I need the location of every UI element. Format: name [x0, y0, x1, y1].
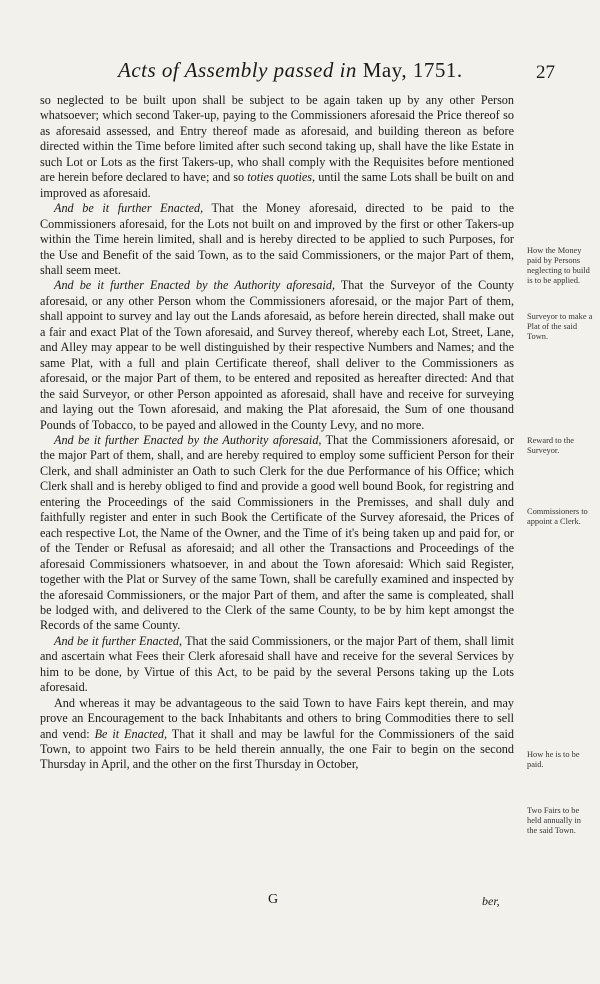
running-title-italic: Acts of Assembly passed in: [118, 58, 357, 82]
catchword: ber,: [482, 894, 500, 908]
running-title-date: May, 1751.: [362, 58, 463, 82]
running-title: [118, 58, 498, 83]
margin-note-clerk: Commissioners to appoint a Clerk.: [527, 507, 588, 526]
running-header: [0, 52, 600, 88]
paragraph-5: And be it further Enacted, That the said Commissioners, or the major Part of them, shall limit and ascertain what Fees their Clerk aforesaid shall have and receive for the several Services by him to be done, by Virtue of this Act, to be paid by the several Persons taking up the Lots aforesaid.: [40, 633, 514, 695]
page-number: 27: [536, 62, 555, 83]
paragraph-4: And be it further Enacted by the Authority aforesaid, That the Commissioners aforesaid, or the major Part of them, shall, and are hereby required to employ some sufficient Person for their Clerk, and shall administer an Oath to such Clerk for the due Performance of his Office; which Clerk shall and is hereby obliged to find and provide a good well bound Book, for registring and entering the Proceedings of the said Commissioners in the Premisses, and shall duly and faithfully register and enter in such Book the Certificate of the Survey aforesaid, the Prices of each respective Lot, the Name of the Owner, and the Time of it's being taken up and paid for, or of the Tender or Refusal as aforesaid; and all other the Transactions and Proceedings of the aforesaid Commissioners whatsoever, in and about the Town aforesaid: Which said Register, together with the Plat or Survey of the same Town, shall be carefully examined and inspected by the aforesaid Commissioners, or the major Part of them, and after the same is compleated, shall be lodged with, and delivered to the Clerk of the same County, to be by him kept amongst the Records of the same County.: [40, 432, 514, 633]
signature-mark: G: [268, 892, 279, 907]
paragraph-3: And be it further Enacted by the Authority aforesaid, That the Surveyor of the County aforesaid, or any other Person whom the Commissioners aforesaid, or the major Part of them, shall appoint to survey and lay out the Lands aforesaid, as before herein directed, shall make out a fair and exact Plat of the Town aforesaid, and Survey thereof, whereby each Lot, Street, Lane, and Alley may appear to be well distinguished by their respective Numbers and Names; and the same Plat, with a full and plain Certificate thereof, shall deliver to the Commissioners as aforesaid, or the major Part of them, to be entered and reposited as hereafter directed: And that the said Surveyor, or other Person appointed as aforesaid, shall have and receive for surveying and laying out the Town aforesaid, and making the Plat aforesaid, the Sum of one thousand Pounds of Tobacco, to be payed and allowed in the County Levy, and no more.: [40, 278, 514, 432]
margin-note-clerk-pay: How he is to be paid.: [527, 750, 580, 769]
paragraph-2: And be it further Enacted, That the Money aforesaid, directed to be paid to the Commissioners aforesaid, for the Lots not built on and improved by the first or other Takers-up within the Time herein limited, shall and is hereby directed to be applied to such Purposes, for the Use and Benefit of the said Town, as to the said Commissioners, or the major Part of them, shall seem meet.: [40, 201, 514, 277]
act-body: [40, 93, 514, 773]
margin-note-surveyor-reward: Reward to the Surveyor.: [527, 436, 574, 455]
paragraph-6: And whereas it may be advantageous to the said Town to have Fairs kept therein, and may prove an Encouragement to the back Inhabitants and others to bring Commodities there to sell and vend: Be it Enacted, That it shall and may be lawful for the Commissioners of the said Town, to appoint two Fairs to be held therein annually, the one Fair to begin on the second Thursday in April, and the other on the first Thursday in October,: [40, 695, 514, 772]
margin-note-money: How the Money paid by Persons neglecting to build is to be applied.: [527, 246, 590, 285]
paragraph-1: so neglected to be built upon shall be subject to be again taken up by any other Person whatsoever; which second Taker-up, paying to the Commissioners aforesaid the Price thereof so as aforesaid assessed, and Entry thereof made as aforesaid, and building thereon as before directed within the Time before limited after such second taking up, shall have the like Estate in such Lot or Lots as the first Takers-up, who shall comply with the Requisites before mentioned are herein before declared to have; and so toties quoties, until the same Lots shall be built on and improved as aforesaid.: [40, 93, 514, 200]
margin-note-surveyor-plat: Surveyor to make a Plat of the said Town.: [527, 312, 593, 341]
margin-note-fairs: Two Fairs to be held annually in the said Town.: [527, 806, 581, 835]
